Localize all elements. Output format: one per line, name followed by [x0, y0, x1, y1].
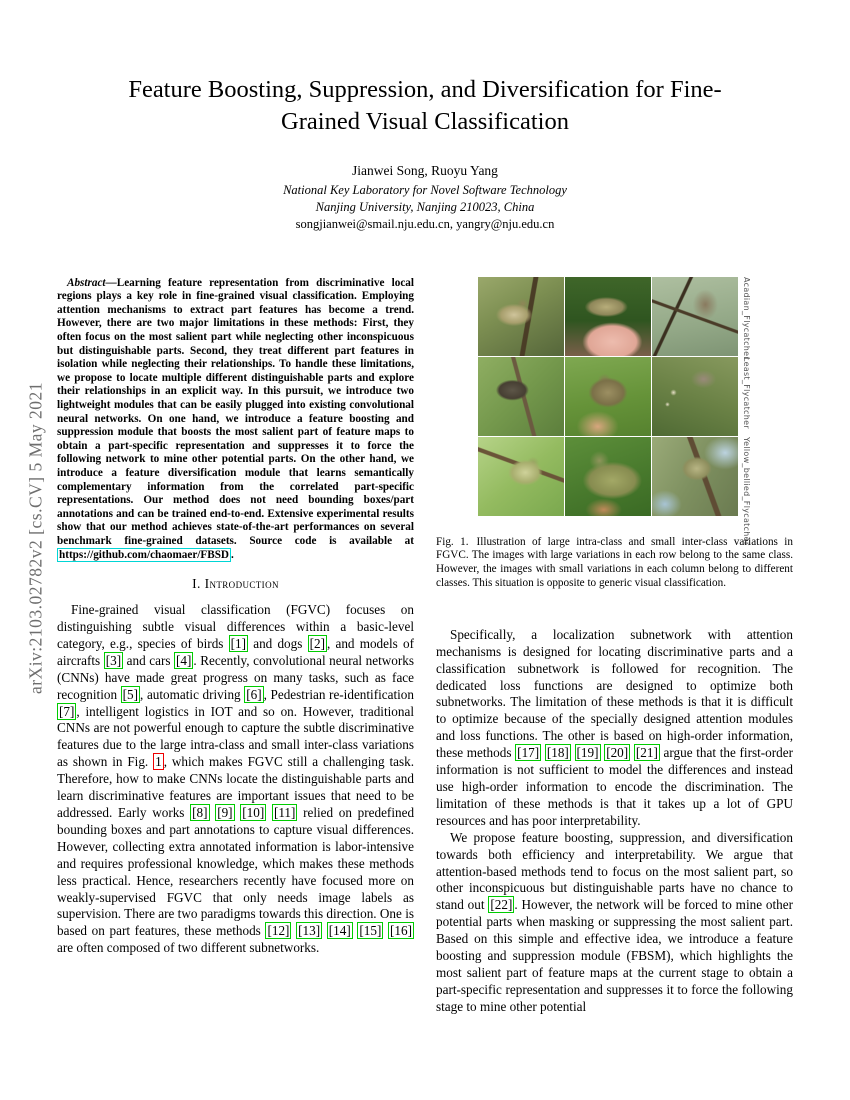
row-labels: [742, 276, 751, 546]
text-run: argue that the first-order information is not sufficient to model the differences and instead use high-order information to encode the discrimination. The limitation of these methods is that it takes up a lot of GPU resources and has poor interpretability.: [436, 745, 793, 828]
text-run: . However, the network will be forced to mine other potential parts when masking or suppressing the most salient part. Based on this simple and effective idea, we introduce a feature boosting and suppression module (FBSM), which highlights the most salient part of feature maps at the current stage to obtain a part-specific representation and suppresses it to force the following stage to mine other potential: [436, 897, 793, 1014]
citation-ref[interactable]: [14]: [328, 923, 351, 939]
citation-ref[interactable]: [21]: [635, 745, 658, 761]
affiliation-line2: Nanjing University, Nanjing 210023, China: [315, 199, 535, 214]
citation-ref[interactable]: [9]: [217, 805, 233, 820]
affiliation-line1: National Key Laboratory for Novel Software Technology: [283, 182, 567, 197]
text-run: , automatic driving: [140, 686, 245, 702]
author-names: Jianwei Song, Ruoyu Yang: [352, 162, 498, 178]
intro-paragraph-1: [57, 602, 414, 957]
citation-ref[interactable]: [3]: [105, 652, 122, 668]
text-run: We propose feature boosting, suppression, and diversification towards both efficiency and interpretability. We argue that attention-based methods tend to focus on the most salient part, so other inconspicuous but distinguishable parts have no chance to stand out: [436, 829, 793, 913]
bird-photo-r1-c1: [478, 277, 564, 356]
section-title: Introduction: [204, 576, 279, 592]
text-run: Learning feature representation from discriminative local regions plays a key role in fine-grained visual classification. Employing attention mechanisms to extract part features has become a trend. However, there are two major limitations in these methods: First, they often focus on the most salient part while neglecting other inconspicuous but distinguishable parts. Second, they treat different part features in isolation while neglecting their relationships. To handle these limitations, we propose to locate multiple different distinguishable parts and explore their relationships in an explicit way. In this pursuit, we introduce two lightweight modules that can be easily plugged into existing convolutional neural networks. On one hand, we introduce a feature boosting and suppression module that boosts the most salient part of feature maps to obtain a part-specific representation and suppresses it to force the following network to mine other potential parts. On the other hand, we introduce a feature diversification module that learns semantically complementary information from the correlated part-specific representations. Our method does not need bounding boxes/part annotations and can be trained end-to-end. Extensive experimental results show that our method achieves state-of-the-art performances on several benchmark fine-grained datasets. Source code is available at: [57, 276, 414, 547]
bird-photo-r3-c2: [565, 437, 651, 516]
citation-ref[interactable]: [1]: [230, 635, 247, 651]
citation-ref[interactable]: [6]: [246, 686, 262, 702]
citation-ref[interactable]: [13]: [298, 923, 321, 939]
bird-photo-r3-c1: [478, 437, 564, 516]
arxiv-watermark: arXiv:2103.02782v2 [cs.CV] 5 May 2021: [25, 381, 46, 695]
paper-title: Feature Boosting, Suppression, and Diversification for Fine-Grained Visual Classification: [128, 76, 722, 136]
right-paragraph-1: [436, 627, 793, 830]
bird-photo-r2-c2: [565, 357, 651, 436]
citation-ref[interactable]: [2]: [309, 635, 325, 651]
figure-1-caption-text: Illustration of large intra-class and small inter-class variations in FGVC. The images with large variations in each row belong to the same class. However, the images with small variations in each column belong to different classes. This situation is opposite to generic visual classification.: [436, 535, 793, 590]
text-run: , which makes FGVC still a challenging task. Therefore, how to make CNNs locate the distinguishable parts and learn discriminative features are important issues that need to be addressed. Early works: [57, 754, 414, 820]
citation-ref[interactable]: [19]: [576, 745, 599, 761]
text-run: are often composed of two different subnetworks.: [57, 940, 320, 956]
text-run: [571, 745, 575, 760]
text-run: and dogs: [248, 635, 308, 651]
abstract-paragraph: [57, 277, 414, 562]
right-column: [436, 277, 793, 1016]
citation-ref[interactable]: [18]: [546, 745, 569, 761]
citation-ref[interactable]: [7]: [59, 703, 75, 719]
text-run: , Pedestrian re-identification: [263, 686, 414, 702]
citation-ref[interactable]: [12]: [267, 923, 290, 939]
text-run: Specifically, a localization subnetwork with attention mechanisms is designed for locating discriminative parts and a classification subnetwork is followed for recognition. The dedicated loss functions are designed to optimize both subnetworks. The limitation of these methods is that it is difficult to optimize because of the specially designed attention modules and loss functions. The other is based on high-order information, these methods: [436, 626, 793, 761]
citation-ref[interactable]: [20]: [606, 745, 629, 761]
row-label-acadian: Acadian_Flycatcher: [742, 276, 751, 360]
two-column-body: [0, 277, 850, 1016]
section-number: I.: [192, 576, 201, 592]
citation-ref[interactable]: [11]: [273, 805, 296, 820]
left-column: [57, 277, 414, 958]
citation-ref[interactable]: [8]: [192, 805, 208, 820]
citation-ref[interactable]: [17]: [517, 745, 540, 761]
authors-block: [0, 163, 850, 233]
figure-1-caption-label: Fig. 1.: [436, 535, 469, 548]
text-run: and cars: [123, 652, 175, 668]
text-run: , and models of aircrafts: [57, 635, 414, 668]
bird-photo-r3-c3: [652, 437, 738, 516]
citation-ref[interactable]: [5]: [122, 686, 139, 702]
abstract-dash: —: [105, 276, 117, 289]
abstract-body: [57, 277, 414, 562]
citation-ref[interactable]: [16]: [390, 923, 413, 939]
citation-ref[interactable]: [22]: [490, 897, 513, 913]
right-paragraph-2: [436, 830, 793, 1016]
figure-1-caption: [436, 536, 793, 591]
text-run: .: [231, 548, 234, 561]
author-emails: songjianwei@smail.nju.edu.cn, yangry@nju.edu.cn: [295, 216, 555, 231]
bird-photo-r2-c1: [478, 357, 564, 436]
source-code-link[interactable]: https://github.com/chaomaer/FBSD: [59, 548, 229, 561]
citation-ref[interactable]: [15]: [359, 923, 382, 939]
text-run: relied on predefined bounding boxes and part annotations to capture visual differences. However, collecting extra annotated information is labor-intensive and requires professional knowledge, which makes these methods less practical. Hence, researchers recently have focused more on weakly-supervised FGVC that only needs image labels as supervision. There are two paradigms towards this direction. One is based on part features, these methods: [57, 805, 415, 939]
text-run: . Recently, convolutional neural networks (CNNs) have made great progress on many tasks, such as face recognition: [57, 652, 414, 702]
bird-photo-r2-c3: [652, 357, 738, 436]
bird-image-grid: [478, 277, 738, 516]
bird-photo-r1-c3: [652, 277, 738, 356]
citation-ref[interactable]: [10]: [242, 805, 265, 820]
citation-ref[interactable]: [4]: [176, 652, 192, 668]
section-heading-introduction: [57, 576, 414, 592]
row-label-least: Least_Flycatcher: [742, 356, 751, 429]
row-label-yellow-bellied: Yellow_bellied_Flycatcher: [742, 436, 751, 546]
bird-photo-r1-c2: [565, 277, 651, 356]
abstract-lead: Abstract: [67, 276, 106, 289]
text-run: Fine-grained visual classification (FGVC) focuses on distinguishing subtle visual differences within a basic-level category, e.g., species of birds: [57, 602, 414, 651]
text-run: , intelligent logistics in IOT and so on. However, traditional CNNs are not powerful enough to capture the subtle discriminative features due to the large intra-class and small inter-class variations as shown in Fig.: [57, 703, 414, 770]
figure-ref[interactable]: 1: [155, 754, 162, 770]
